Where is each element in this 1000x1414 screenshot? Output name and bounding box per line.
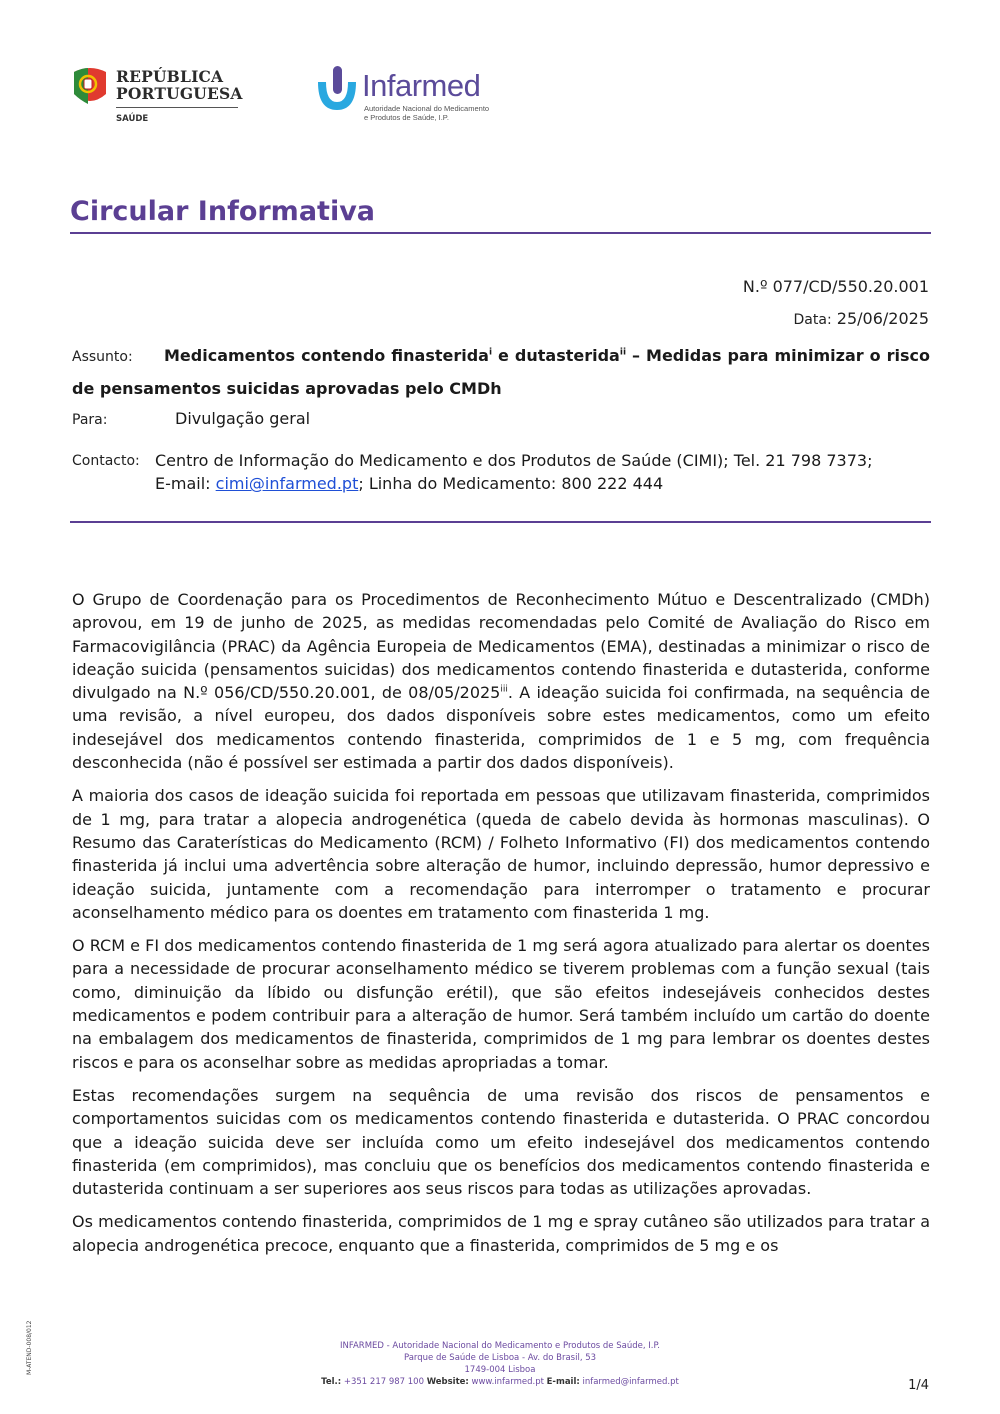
republica-portuguesa-logo <box>70 64 245 130</box>
logo-divider <box>116 107 238 108</box>
footer-postal: 1749-004 Lisboa <box>464 1365 536 1375</box>
header-divider <box>70 521 931 523</box>
contact-line-2: E-mail: cimi@infarmed.pt; Linha do Medicamento: 800 222 444 <box>155 474 664 493</box>
form-code: M-ATEND-008/012 <box>26 1320 33 1375</box>
contact-block <box>72 449 935 495</box>
body-paragraph-1: O Grupo de Coordenação para os Procedimentos de Reconhecimento Mútuo e Descentralizado (CMDh) aprovou, em 19 de junho de 2025, as medidas recomendadas pelo Comité de Avaliação do Risco em Farmacovigilância (PRAC) da Agência Europeia de Medicamentos (EMA), destinadas a minimizar o risco de ideação suicida (pensamentos suicidas) dos medicamentos contendo finasterida e dutasterida, conforme divulgado na N.º 056/CD/550.20.001, de 08/05/2025$^{iii}$. A ideação suicida foi confirmada, na sequência de uma revisão, a nível europeu, dos dados disponíveis sobre estes medicamentos, como um efeito indesejável dos medicamentos contendo finasterida, comprimidos de 1 e 5 mg, com frequência desconhecida (não é possível ser estimada a partir dos dados disponíveis). <box>72 590 931 773</box>
contact-email-link[interactable]: cimi@infarmed.pt <box>215 474 359 493</box>
footer-org: INFARMED - Autoridade Nacional do Medicamento e Produtos de Saúde, I.P. <box>340 1341 660 1351</box>
date-label: Data: <box>793 312 832 328</box>
page-number: 1/4 <box>908 1378 929 1393</box>
body-paragraph-2: A maioria dos casos de ideação suicida foi reportada em pessoas que utilizavam finasterida, comprimidos de 1 mg, para tratar a alopecia androgenética (queda de cabelo devida às hormonas masculinas). O Resumo das Caraterísticas do Medicamento (RCM) / Folheto Informativo (FI) dos medicamentos contendo finasterida já inclui uma advertência sobre alteração de humor, incluindo depressão, humor depressivo e ideação suicida, juntamente com a recomendação para interromper o tratamento e procurar aconselhamento médico para os doentes em tratamento com finasterida 1 mg. <box>72 786 930 922</box>
page-footer <box>250 1340 750 1388</box>
footer-address: Parque de Saúde de Lisboa - Av. do Brasil, 53 <box>403 1353 597 1363</box>
body-paragraph-5: Os medicamentos contendo finasterida, comprimidos de 1 mg e spray cutâneo são utilizados para tratar a alopecia androgenética precoce, enquanto que a finasterida, comprimidos de 5 mg e os <box>72 1212 930 1255</box>
portuguese-flag-emblem-icon <box>70 64 110 116</box>
title-divider <box>70 232 931 234</box>
circular-reference: N.º 077/CD/550.20.001 <box>742 277 929 296</box>
infarmed-logo <box>314 64 504 130</box>
recipients-label: Para: <box>72 412 108 428</box>
body-paragraph-3: O RCM e FI dos medicamentos contendo finasterida de 1 mg será agora atualizado para alertar os doentes para a necessidade de procurar aconselhamento médico se tiverem problemas com a função sexual (tais como, diminuição da líbido ou disfunção erétil), que são efeitos indesejáveis conhecidos destes medicamentos e podem contribuir para a alteração de humor. Será também incluído um cartão do doente na embalagem dos medicamentos de finasterida, comprimidos de 1 mg para lembrar os doentes destes riscos e para os aconselhar sobre as medidas apropriadas a tomar. <box>72 936 930 1072</box>
infarmed-tagline: Autoridade Nacional do Medicamento e Produtos de Saúde, I.P. <box>364 104 490 122</box>
document-body <box>72 588 930 1267</box>
circular-date <box>794 309 929 328</box>
subject-block <box>72 340 930 404</box>
saude-label: SAÚDE <box>116 114 149 124</box>
infarmed-symbol-icon <box>314 64 360 114</box>
republica-portuguesa-wordmark: REPÚBLICA PORTUGUESA <box>116 67 243 103</box>
footer-contacts: Tel.: +351 217 987 100 Website: www.infarmed.pt E-mail: infarmed@infarmed.pt <box>321 1377 679 1387</box>
contact-label: Contacto: <box>72 453 140 469</box>
document-title: Circular Informativa <box>70 196 376 227</box>
infarmed-wordmark: Infarmed <box>362 68 481 103</box>
subject-text: Medicamentos contendo finasterida$^i$ e dutasterida$^{ii}$ – Medidas para minimizar o risco de pensamentos suicidas aprovadas pelo CMDh <box>72 346 930 398</box>
body-paragraph-4: Estas recomendações surgem na sequência de uma revisão dos riscos de pensamentos e comportamentos suicidas com os medicamentos contendo finasterida e dutasterida. O PRAC concordou que a ideação suicida deve ser incluída como um efeito indesejável dos medicamentos contendo finasterida (em comprimidos), mas concluiu que os benefícios dos medicamentos contendo finasterida e dutasterida continuam a ser superiores aos seus riscos para todas as utilizações aprovadas. <box>72 1085 930 1199</box>
recipients-block <box>72 409 310 428</box>
date-value: 25/06/2025 <box>836 309 929 328</box>
recipients-value: Divulgação geral <box>175 409 311 428</box>
contact-line-1: Centro de Informação do Medicamento e dos Produtos de Saúde (CIMI); Tel. 21 798 7373; <box>155 451 873 470</box>
subject-label: Assunto: <box>72 349 133 365</box>
